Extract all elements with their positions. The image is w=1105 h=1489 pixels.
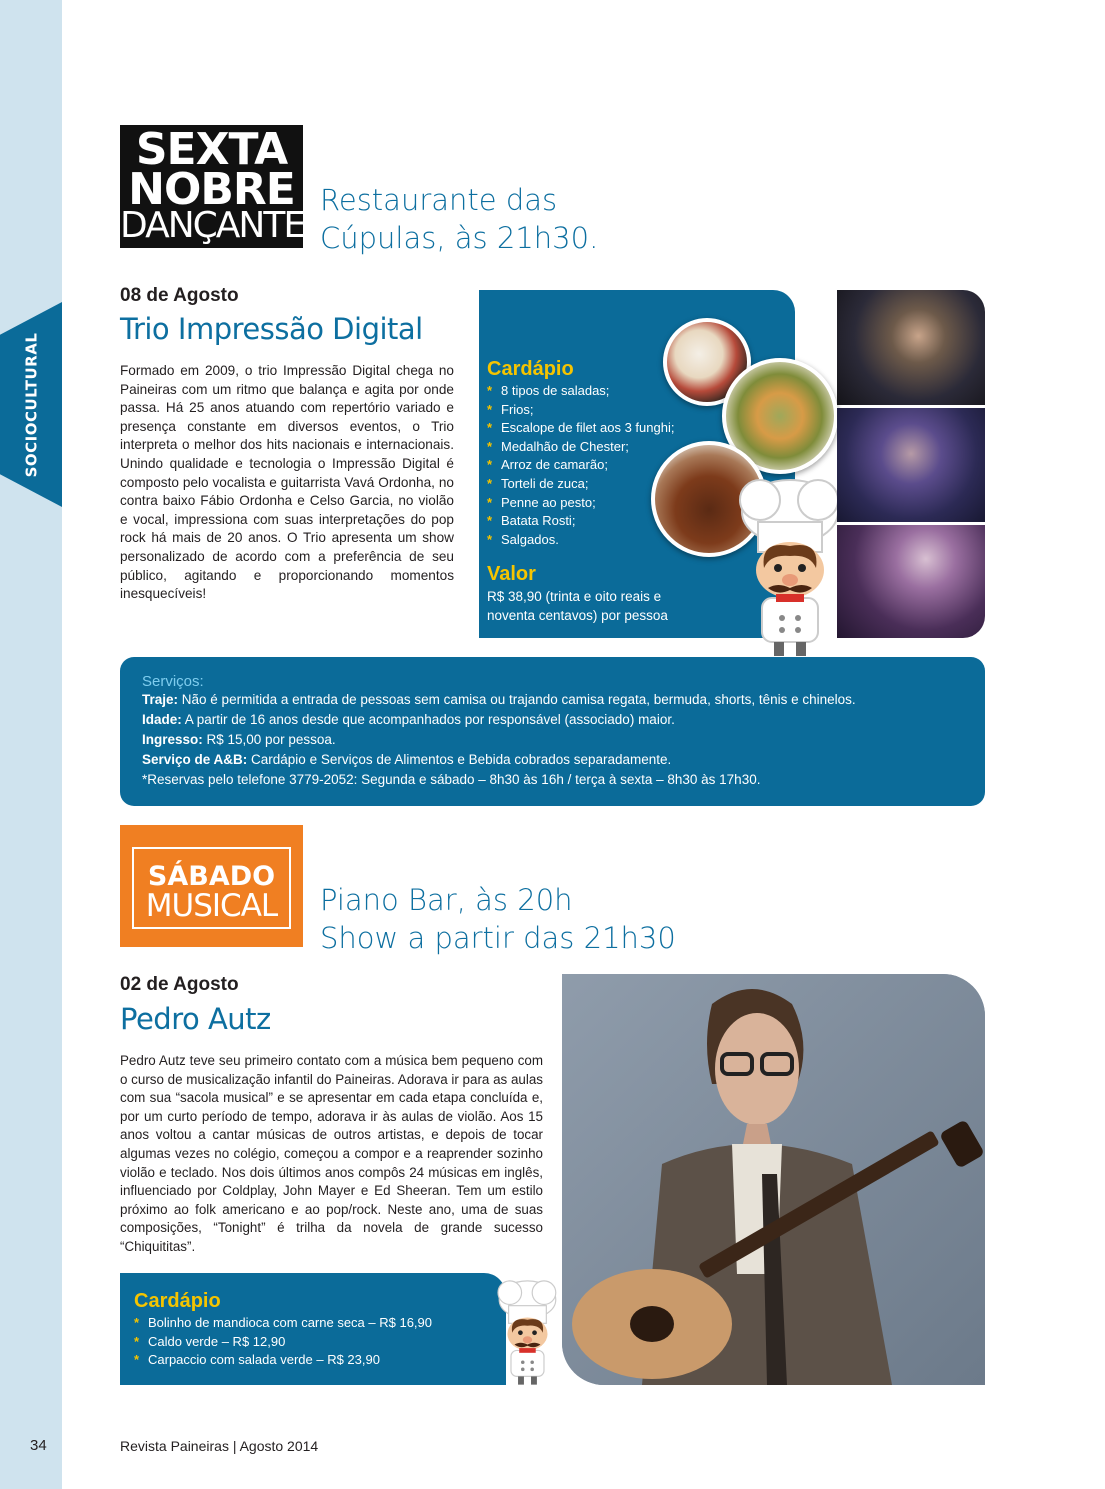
- event2-venue: [320, 881, 676, 957]
- services-line-idade: [142, 710, 856, 730]
- logo-line-3: DANÇANTE: [120, 205, 305, 246]
- services-label: Idade:: [142, 712, 182, 727]
- services-label: Traje:: [142, 692, 179, 707]
- services-line-traje: [142, 690, 856, 710]
- band-photo-2: [837, 408, 985, 522]
- sexta-nobre-dancante-logo: [120, 125, 303, 248]
- services-text: Não é permitida a entrada de pessoas sem camisa ou trajando camisa regata, bermuda, shorts, tênis e chinelos.: [178, 692, 856, 707]
- chef-icon: [720, 470, 855, 660]
- venue-line-2: Cúpulas, às 21h30.: [320, 221, 599, 255]
- services-text: Cardápio e Serviços de Alimentos e Bebida cobrados separadamente.: [247, 752, 672, 767]
- publication-footer: Revista Paineiras | Agosto 2014: [120, 1438, 319, 1454]
- services-text: A partir de 16 anos desde que acompanhados por responsável (associado) maior.: [181, 712, 675, 727]
- sidebar-strip: [0, 0, 62, 1489]
- menu-item: * Caldo verde – R$ 12,90: [134, 1333, 474, 1352]
- services-label: Serviço de A&B:: [142, 752, 248, 767]
- event1-valor-text: [487, 587, 668, 625]
- venue-line-2: Show a partir das 21h30: [320, 921, 676, 955]
- band-photo-3: [837, 525, 985, 638]
- event2-description: Pedro Autz teve seu primeiro contato com a música bem pequeno com o curso de musicalização infantil do Paineiras. Adorava ir para as aulas com sua “sacola musical” e se apresentar em cada etapa concluída e, por um curto período de tempo, adorava ir às aulas de violão. Aos 15 anos voltou a cantar músicas de outros artistas, e depois de tocar algumas vezes no colégio, começou a compor e a reaprender sozinho violão e teclado. Nos dois últimos anos compôs 24 músicas em inglês, influenciado por Coldplay, John Mayer e Ed Sheeran. Tem um estilo próximo ao folk americano e ao pop/rock. Neste ano, uma de suas composições, “Tonight” é trilha da novela de grande sucesso “Chiquititas”.: [120, 1053, 543, 1254]
- event1-venue: [320, 181, 598, 257]
- band-photo-1: [837, 290, 985, 405]
- page-number: 34: [30, 1437, 47, 1454]
- menu-item: * Salgados.: [487, 531, 717, 550]
- artist-photo-illustration: [562, 974, 985, 1385]
- services-lines: [142, 690, 856, 790]
- event1-description: Formado em 2009, o trio Impressão Digital chega no Paineiras com um ritmo que balança e agita por onde passa. Há 25 anos atuando com repertório variado e presença constante em diversos eventos, o Trio interpreta o melhor dos hits nacionais e internacionais. Unindo qualidade e tecnologia o Impressão Digital é composto pelo vocalista e guitarrista Vavá Ordonha, no contra baixo Fábio Ordonha e Celso Garcia, no violão e vocal, impressiona com suas interpretações do pop rock há mais de 20 anos. O Trio apresenta um show personalizado de acordo com a preferência de seu público, agitando e proporcionando momentos inesquecíveis!: [120, 363, 454, 602]
- logo-line-2: MUSICAL: [145, 888, 278, 924]
- event1-band-name: Trio Impressão Digital: [120, 312, 423, 346]
- menu-item: * Batata Rosti;: [487, 512, 717, 531]
- valor-line-2: noventa centavos) por pessoa: [487, 608, 668, 623]
- services-line-ab: [142, 750, 856, 770]
- menu-item: * Arroz de camarão;: [487, 456, 717, 475]
- services-label: Ingresso:: [142, 732, 203, 747]
- menu-item: * Penne ao pesto;: [487, 494, 717, 513]
- event2-menu-list: [134, 1314, 474, 1370]
- logo-line-1: SEXTA: [135, 124, 288, 175]
- logo-line-2: NOBRE: [128, 164, 295, 215]
- menu-item: * Carpaccio com salada verde – R$ 23,90: [134, 1351, 474, 1370]
- services-reservation-note: *Reservas pelo telefone 3779-2052: Segunda e sábado – 8h30 às 16h / terça à sexta – 8h30 às 17h30.: [142, 772, 761, 787]
- menu-item: * Escalope de filet aos 3 funghi;: [487, 419, 717, 438]
- logo-line-1: SÁBADO: [147, 861, 276, 892]
- valor-line-1: R$ 38,90 (trinta e oito reais e: [487, 589, 662, 604]
- menu-item: * Medalhão de Chester;: [487, 438, 717, 457]
- event2-menu-title: Cardápio: [134, 1290, 221, 1312]
- event1-date: 08 de Agosto: [120, 285, 239, 306]
- event2-artist-name: Pedro Autz: [120, 1002, 271, 1036]
- event1-menu-title: Cardápio: [487, 358, 574, 380]
- event1-valor-title: Valor: [487, 563, 536, 585]
- services-line-ingresso: [142, 730, 856, 750]
- venue-line-1: Piano Bar, às 20h: [320, 883, 573, 917]
- menu-item: * Bolinho de mandioca com carne seca – R$ 16,90: [134, 1314, 474, 1333]
- chef-icon: [486, 1275, 566, 1387]
- services-title: Serviços:: [142, 673, 204, 690]
- menu-item: * 8 tipos de saladas;: [487, 382, 717, 401]
- venue-line-1: Restaurante das: [320, 183, 558, 217]
- sabado-musical-logo: [120, 825, 303, 947]
- section-label: SOCIOCULTURAL: [22, 332, 41, 477]
- menu-item: * Torteli de zuca;: [487, 475, 717, 494]
- services-text: R$ 15,00 por pessoa.: [202, 732, 336, 747]
- artist-photo: [562, 974, 985, 1385]
- event2-date: 02 de Agosto: [120, 974, 239, 995]
- section-label-wrap: [0, 302, 62, 507]
- menu-item: * Frios;: [487, 401, 717, 420]
